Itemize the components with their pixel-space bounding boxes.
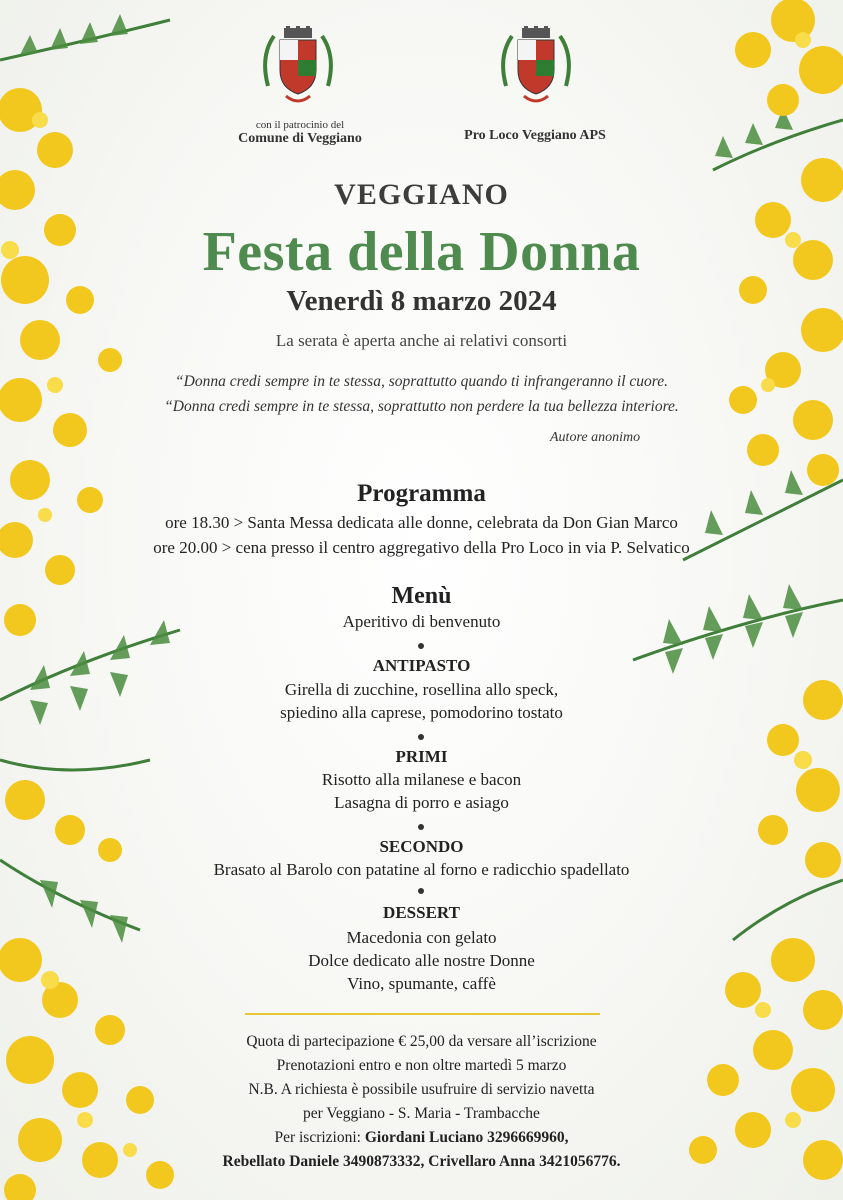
secondo-heading: SECONDO	[379, 837, 464, 856]
event-subtitle: La serata è aperta anche ai relativi consorti	[275, 331, 568, 350]
programma-heading: Programma	[357, 480, 486, 507]
divider-line	[245, 1013, 600, 1015]
menu-item: Dolce dedicato alle nostre Donne	[308, 951, 535, 970]
contacts-line	[0, 1153, 843, 1171]
comune-caption	[180, 118, 420, 146]
event-title: Festa della Donna	[202, 221, 641, 283]
iscrizioni-line	[0, 1129, 843, 1147]
programma-item: ore 18.30 > Santa Messa dedicata alle donne, celebrata da Don Gian Marco	[165, 513, 678, 532]
primi-heading: PRIMI	[395, 747, 448, 766]
bullet-dot	[418, 824, 424, 830]
prenotazioni-text: Prenotazioni entro e non oltre martedì 5 marzo	[276, 1057, 567, 1074]
proloco-name: Pro Loco Veggiano APS	[464, 128, 606, 143]
menu-item: Risotto alla milanese e bacon	[321, 770, 522, 789]
dessert-heading: DESSERT	[383, 903, 460, 922]
bullet-dot	[418, 734, 424, 740]
event-city: VEGGIANO	[334, 178, 509, 211]
bullet-dot	[418, 888, 424, 894]
programma-item: ore 20.00 > cena presso il centro aggregativo della Pro Loco in via P. Selvatico	[153, 538, 690, 557]
menu-item: spiedino alla caprese, pomodorino tostato	[280, 703, 563, 722]
menu-item: Vino, spumante, caffè	[347, 974, 496, 993]
contact-rebellato-crivellaro: Rebellato Daniele 3490873332, Crivellaro Anna 3421056776.	[222, 1153, 621, 1170]
event-date: Venerdì 8 marzo 2024	[286, 285, 557, 317]
menu-heading: Menù	[391, 583, 452, 609]
antipasto-heading: ANTIPASTO	[372, 656, 471, 675]
menu-item: Girella di zucchine, rosellina allo speck,	[284, 680, 559, 699]
menu-aperitivo: Aperitivo di benvenuto	[342, 612, 501, 631]
quote-line: “Donna credi sempre in te stessa, soprattutto quando ti infrangeranno il cuore.	[175, 373, 668, 390]
iscrizioni-label: Per iscrizioni:	[274, 1129, 365, 1146]
navetta-text: N.B. A richiesta è possibile usufruire di servizio navetta	[248, 1081, 595, 1098]
menu-item: Brasato al Barolo con patatine al forno e radicchio spadellato	[213, 860, 630, 879]
comune-crest-icon	[258, 26, 338, 114]
comune-name: Comune di Veggiano	[238, 131, 362, 146]
proloco-crest-icon	[496, 26, 576, 114]
menu-item: Macedonia con gelato	[346, 928, 497, 947]
bullet-dot	[418, 643, 424, 649]
menu-item: Lasagna di porro e asiago	[334, 793, 509, 812]
quote-author: Autore anonimo	[550, 430, 641, 445]
contact-giordani: Giordani Luciano 3296669960,	[364, 1129, 569, 1146]
quota-text: Quota di partecipazione € 25,00 da versare all’iscrizione	[246, 1033, 597, 1050]
navetta-route: per Veggiano - S. Maria - Trambacche	[303, 1105, 540, 1122]
patronage-text: con il patrocinio del	[255, 119, 345, 131]
quote-line: “Donna credi sempre in te stessa, soprattutto non perdere la tua bellezza interiore.	[164, 398, 679, 415]
